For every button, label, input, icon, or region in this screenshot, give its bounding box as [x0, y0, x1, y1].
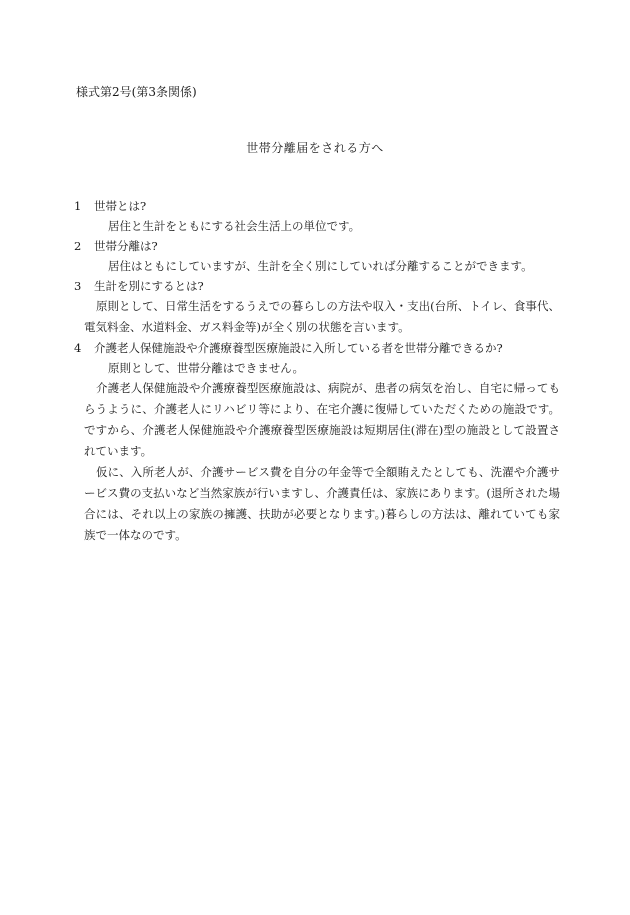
section-heading	[74, 338, 560, 358]
section-2	[74, 236, 560, 276]
section-heading-text: 生計を別にするとは?	[94, 279, 204, 293]
section-paragraph: 仮に、入所老人が、介護サービス費を自分の年金等で全額賄えたとしても、洗濯や介護サービス費の支払いなど当然家族が行いますし、介護責任は、家族にあります。(退所された場合には、それ以上の家族の擁護、扶助が必要となります。)暮らしの方法は、離れていても家族で一体なのです。	[84, 465, 560, 542]
page-title: 世帯分離届をされる方へ	[246, 141, 384, 155]
section-heading	[74, 276, 560, 296]
section-text: 居住と生計をともにする社会生活上の単位です。	[108, 219, 361, 233]
form-label: 様式第2号(第3条関係)	[76, 85, 197, 99]
section-heading-text: 世帯分離は?	[94, 239, 158, 253]
section-text: 居住はともにしていますが、生計を全く別にしていれば分離することができます。	[108, 259, 533, 273]
section-heading	[74, 236, 560, 256]
section-paragraph: 原則として、日常生活をするうえでの暮らしの方法や収入・支出(台所、トイレ、食事代、電気料金、水道料金、ガス料金等)が全く別の状態を言います。	[84, 299, 560, 334]
section-1	[74, 196, 560, 236]
section-heading-text: 世帯とは?	[94, 199, 147, 213]
section-number: 4	[74, 341, 82, 355]
section-number: 3	[74, 279, 82, 293]
section-heading-text: 介護老人保健施設や介護療養型医療施設に入所している者を世帯分離できるか?	[94, 341, 503, 355]
section-heading	[74, 196, 560, 216]
section-4	[74, 338, 560, 546]
section-3	[74, 276, 560, 338]
document-body	[74, 196, 560, 546]
section-number: 1	[74, 199, 82, 213]
section-number: 2	[74, 239, 82, 253]
section-paragraph: 介護老人保健施設や介護療養型医療施設は、病院が、患者の病気を治し、自宅に帰ってもらうように、介護老人にリハビリ等により、在宅介護に復帰していただくための施設です。ですから、介護老人保健施設や介護療養型医療施設は短期居住(滞在)型の施設として設置されています。	[84, 381, 560, 458]
section-text: 原則として、世帯分離はできません。	[108, 361, 304, 375]
